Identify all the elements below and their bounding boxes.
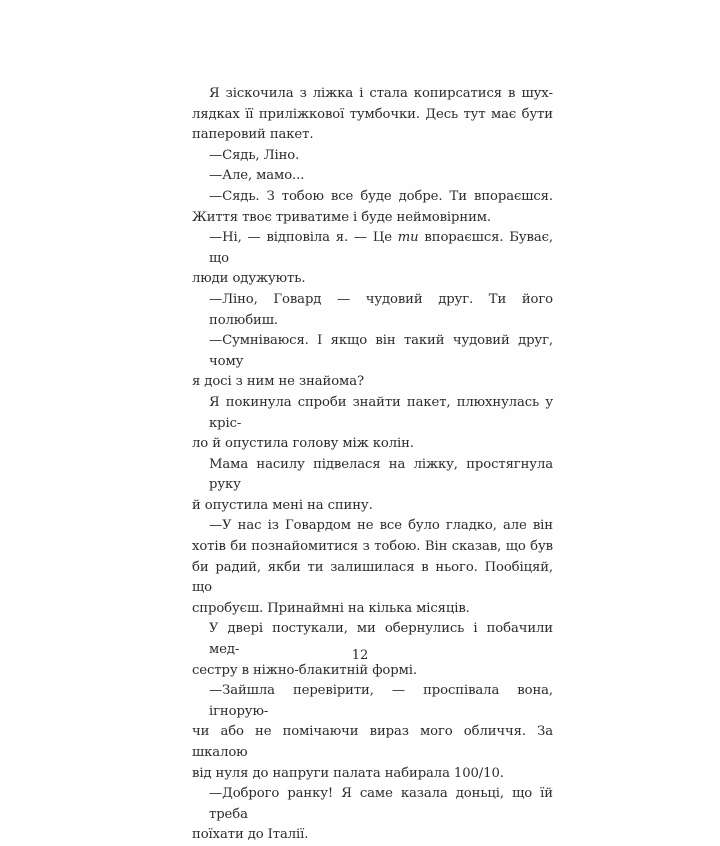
text-line: У двері постукали, ми обернулись і побачили мед- (209, 621, 553, 658)
text-line: сестру в ніжно-блакитній формі. (192, 662, 417, 678)
paragraph (192, 187, 553, 228)
text-line: Я покинула спроби знайти пакет, плюхнулась у кріс- (209, 394, 553, 431)
paragraph (192, 228, 553, 290)
paragraph (192, 784, 553, 846)
text-line: —Сумніваюся. І якщо він такий чудовий друг, чому (209, 333, 553, 369)
paragraph (192, 290, 553, 331)
text-line: —Зайшла перевірити, — проспівала вона, ігнорую- (209, 683, 553, 719)
text-line: би радий, якби ти залишилася в нього. Пообіцяй, що (192, 559, 553, 596)
text-line: Життя твоє триватиме і буде неймовірним. (192, 209, 492, 225)
text-line: —Доброго ранку! Я саме казала доньці, що їй треба (209, 786, 553, 822)
text-line: й опустила мені на спину. (192, 497, 373, 513)
text-line: —Сядь. З тобою все буде добре. Ти впораєшся. (209, 188, 553, 204)
text-line: ло й опустила голову між колін. (192, 436, 414, 452)
text-line: Я зіскочила з ліжка і стала копирсатися в шух- (209, 86, 553, 101)
text-line: —Ні, — відповіла я. — Це ти впораєшся. Буває, що (209, 230, 553, 266)
text-line: я досі з ним не знайома? (192, 374, 364, 390)
page-number: 12 (351, 648, 369, 663)
text-line: спробуєш. Принаймні на кілька місяців. (192, 600, 470, 616)
text-line: від нуля до напруги палата набирала 100/10. (192, 765, 504, 781)
text-line: хотів би познайомитися з тобою. Він сказав, що був (192, 539, 553, 555)
text-line: поїхати до Італії. (192, 827, 309, 843)
emphasis: ти (397, 230, 419, 246)
paragraph (192, 393, 553, 455)
paragraph (192, 455, 553, 517)
text-line: чи або не помічаючи вираз мого обличчя. За шкалою (192, 724, 553, 760)
text-line: —Але, мамо... (209, 168, 305, 184)
paragraph (192, 331, 553, 393)
paragraph (192, 146, 553, 167)
text-line: —У нас із Говардом не все було гладко, але він (209, 518, 553, 534)
text-line: Мама насилу підвелася на ліжку, простягнула руку (209, 456, 553, 493)
paragraph (192, 516, 553, 619)
text-line: лядках її приліжкової тумбочки. Десь тут має бути (192, 106, 553, 122)
text-line: паперовий пакет. (192, 127, 314, 143)
paragraph (192, 681, 553, 784)
text-line: люди одужують. (192, 271, 306, 287)
paragraph (192, 166, 553, 187)
text-line: —Ліно, Говард — чудовий друг. Ти його полюбиш. (209, 291, 553, 328)
text-line: —Сядь, Ліно. (209, 147, 300, 163)
body-text (192, 84, 553, 846)
paragraph (192, 84, 553, 146)
